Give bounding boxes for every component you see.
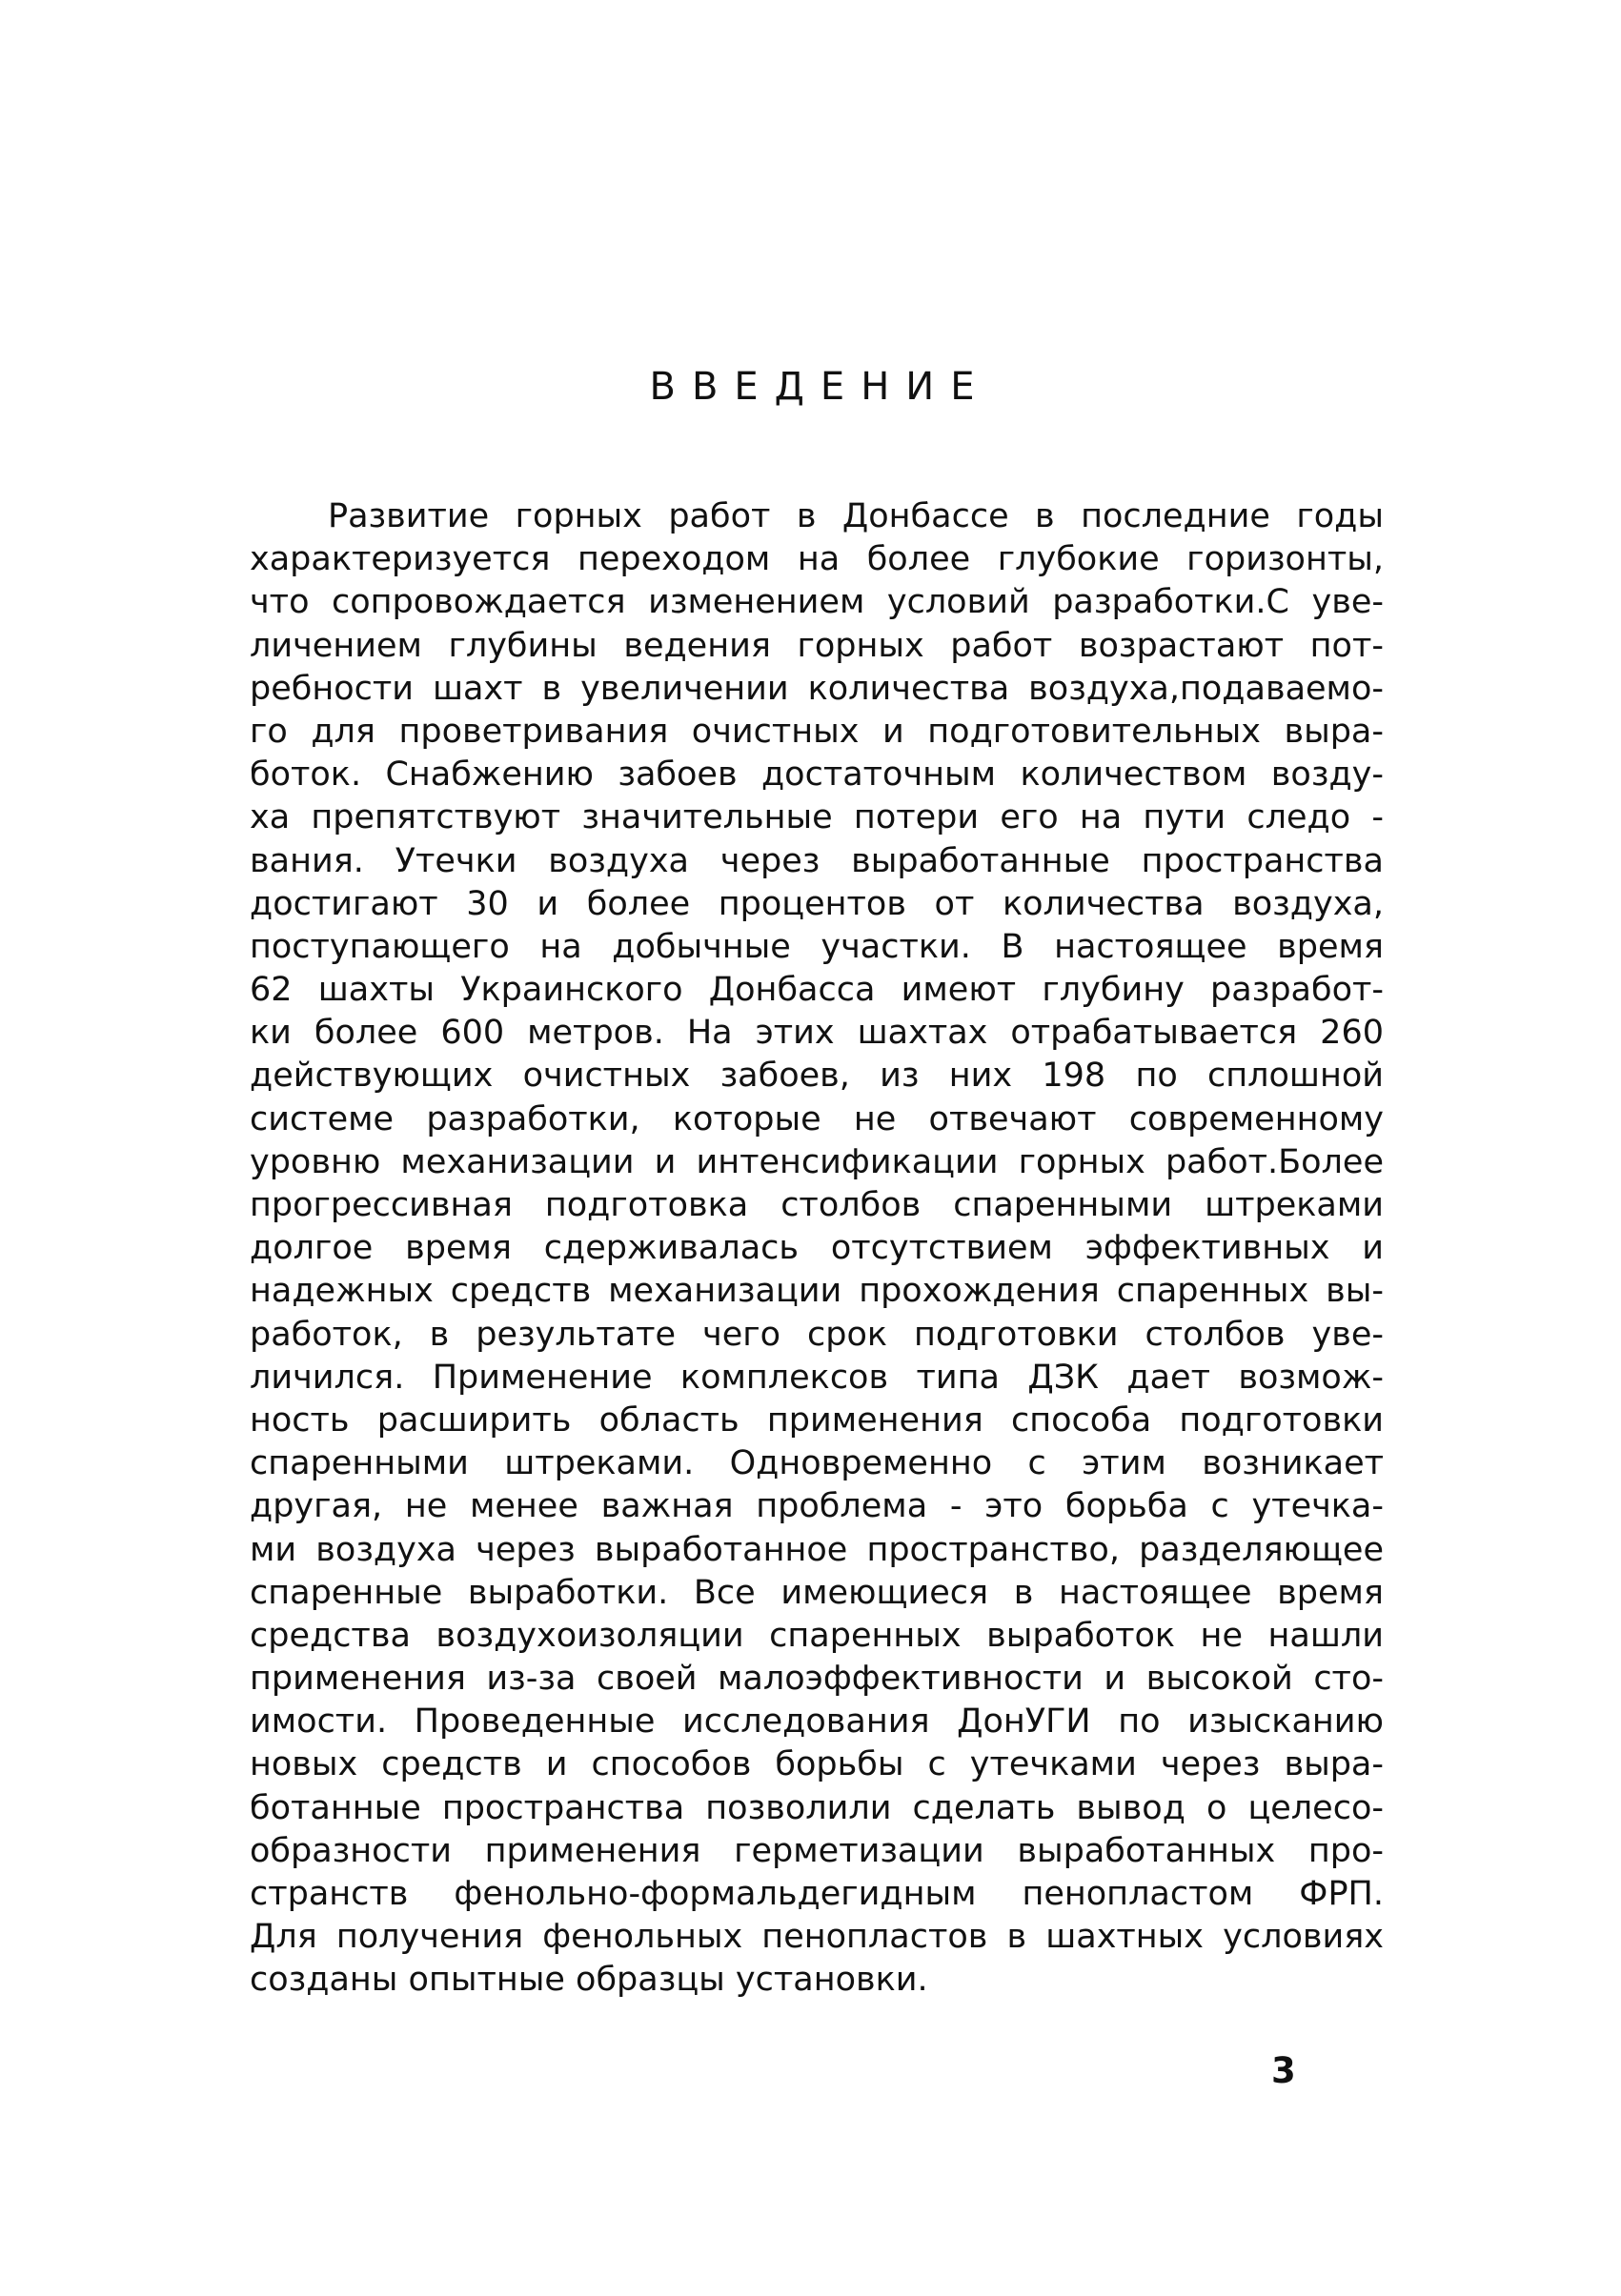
text-line: ребности шахт в увеличении количества воздуха,подаваемо- bbox=[250, 669, 1384, 708]
page-number: 3 bbox=[1271, 2050, 1296, 2091]
text-line: 62 шахты Украинского Донбасса имеют глубину разработ- bbox=[250, 971, 1384, 1010]
text-line: созданы опытные образцы установки. bbox=[250, 1961, 928, 2000]
text-line: применения из-за своей малоэффективности и высокой сто- bbox=[250, 1660, 1384, 1699]
body-paragraph bbox=[250, 495, 1384, 2003]
text-line: другая, не менее важная проблема - это борьба с утечка- bbox=[250, 1487, 1384, 1526]
text-line: странств фенольно-формальдегидным пенопластом ФРП. bbox=[250, 1875, 1384, 1913]
text-line: Для получения фенольных пенопластов в шахтных условиях bbox=[250, 1918, 1384, 1957]
text-line: ность расширить область применения способа подготовки bbox=[250, 1400, 1384, 1440]
text-line: ботанные пространства позволили сделать вывод о целесо- bbox=[250, 1788, 1384, 1827]
text-line: ми воздуха через выработанное пространство, разделяющее bbox=[250, 1530, 1384, 1569]
text-line: Развитие горных работ в Донбассе в последние годы bbox=[328, 497, 1384, 535]
text-line: боток. Снабжению забоев достаточным количеством возду- bbox=[250, 755, 1384, 795]
text-line: надежных средств механизации прохождения спаренных вы- bbox=[250, 1272, 1384, 1311]
text-line: характеризуется переходом на более глубокие горизонты, bbox=[250, 540, 1384, 579]
text-line: уровню механизации и интенсификации горных работ.Более bbox=[250, 1142, 1384, 1181]
text-line: достигают 30 и более процентов от количества воздуха, bbox=[250, 884, 1384, 923]
text-line: ки более 600 метров. На этих шахтах отрабатывается 260 bbox=[250, 1014, 1384, 1053]
text-line: работок, в результате чего срок подготовки столбов уве- bbox=[250, 1315, 1384, 1354]
text-line: личился. Применение комплексов типа ДЗК дает возмож- bbox=[250, 1358, 1384, 1397]
text-line: спаренными штреками. Одновременно с этим возникает bbox=[250, 1444, 1384, 1483]
text-line: ха препятствуют значительные потери его на пути следо - bbox=[250, 798, 1384, 837]
text-line: что сопровождается изменением условий разработки.С уве- bbox=[250, 583, 1384, 622]
text-line: вания. Утечки воздуха через выработанные пространства bbox=[250, 841, 1384, 880]
text-line: личением глубины ведения горных работ возрастают пот- bbox=[250, 626, 1384, 665]
page-title: ВВЕДЕНИЕ bbox=[649, 365, 991, 409]
text-line: действующих очистных забоев, из них 198 по сплошной bbox=[250, 1057, 1384, 1096]
text-line: прогрессивная подготовка столбов спаренными штреками bbox=[250, 1186, 1384, 1224]
text-line: средства воздухоизоляции спаренных выработок не нашли bbox=[250, 1616, 1384, 1655]
text-line: поступающего на добычные участки. В настоящее время bbox=[250, 927, 1384, 966]
text-line: спаренные выработки. Все имеющиеся в настоящее время bbox=[250, 1573, 1384, 1612]
text-line: системе разработки, которые не отвечают современному bbox=[250, 1099, 1384, 1138]
text-line: имости. Проведенные исследования ДонУГИ по изысканию bbox=[250, 1702, 1384, 1742]
text-line: долгое время сдерживалась отсутствием эффективных и bbox=[250, 1229, 1384, 1268]
text-line: новых средств и способов борьбы с утечками через выра- bbox=[250, 1745, 1384, 1784]
text-line: образности применения герметизации выработанных про- bbox=[250, 1831, 1384, 1870]
text-line: го для проветривания очистных и подготовительных выра- bbox=[250, 712, 1384, 751]
